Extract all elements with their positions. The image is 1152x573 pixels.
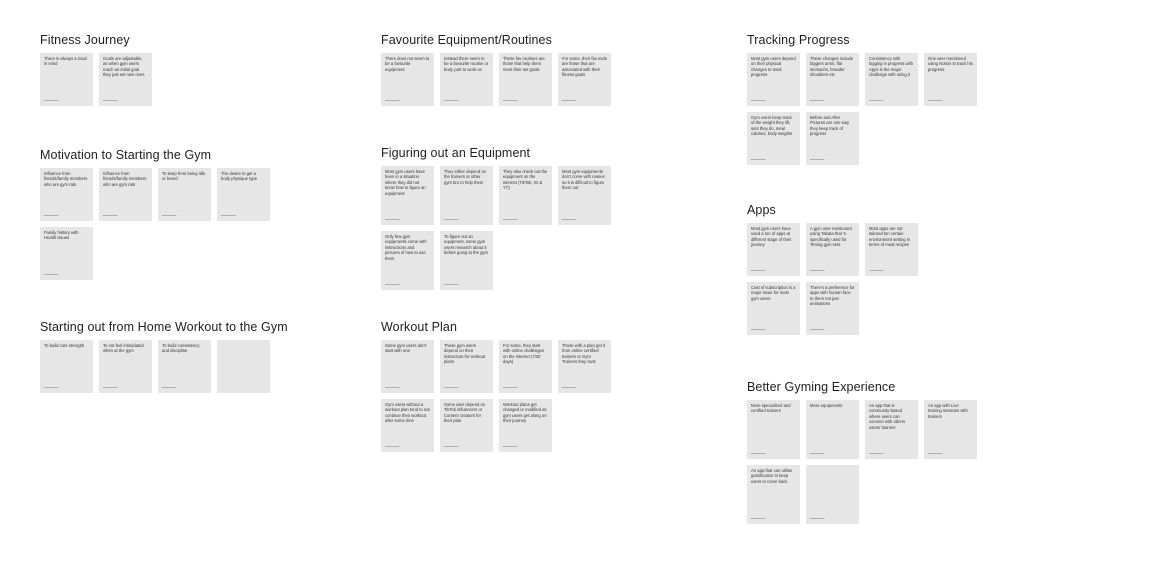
note-author: ▬▬▬▬▬▬ [751, 269, 766, 272]
note-text: There's a preference for apps with human face to them not just animations [810, 285, 855, 307]
note-text: Gym users without a workout plan tend to not continue their workout after some time [385, 402, 430, 424]
note-author: ▬▬▬▬▬▬ [810, 452, 825, 455]
sticky-note[interactable] [747, 282, 800, 335]
note-text: More equipments [810, 403, 843, 408]
note-text: To figure out an equipment, some gym users research about it before going to the gym [444, 234, 488, 256]
sticky-note[interactable] [806, 53, 859, 106]
note-author: ▬▬▬▬▬▬ [928, 452, 943, 455]
sticky-note[interactable] [806, 400, 859, 459]
note-author: ▬▬▬▬▬▬ [385, 218, 400, 221]
sticky-note[interactable] [440, 53, 493, 106]
note-text: These changes include biggers arms, flat stomachs, broader shoulders etc [810, 56, 854, 78]
section-favourite-equipment [381, 33, 611, 106]
note-author: ▬▬▬▬▬▬ [44, 99, 59, 102]
note-author: ▬▬▬▬▬▬ [503, 386, 518, 389]
section-apps [747, 203, 977, 335]
sticky-note[interactable] [499, 399, 552, 452]
note-text: The desire to get a body physique type [221, 171, 258, 182]
sticky-note[interactable] [558, 340, 611, 393]
sticky-note-group [40, 53, 270, 106]
note-text: These fav routines are those that help them meet their set goals [503, 56, 545, 72]
section-workout-plan [381, 320, 611, 452]
section-title: Apps [747, 203, 776, 217]
section-title: Tracking Progress [747, 33, 850, 47]
note-author: ▬▬▬▬▬▬ [444, 99, 459, 102]
note-text: Some user depend on TikTok influencers or Content creators for their plan [444, 402, 486, 424]
sticky-note[interactable] [440, 231, 493, 290]
note-text: Family history with Health issues [44, 230, 79, 241]
sticky-note-group [747, 223, 977, 335]
note-text: For some, their fav tools are those that are associated with their fitness goals [562, 56, 607, 78]
sticky-note[interactable] [158, 340, 211, 393]
note-text: To build core strength [44, 343, 85, 348]
sticky-note[interactable] [924, 53, 977, 106]
sticky-note[interactable] [806, 223, 859, 276]
note-author: ▬▬▬▬▬▬ [810, 328, 825, 331]
note-text: Those with a plan get it from online certified trainers or Gym Trainers they trust [562, 343, 606, 365]
sticky-note[interactable] [558, 53, 611, 106]
note-text: Gym users keep track of the weight they lift, sets they do, meal calories, body weights [751, 115, 793, 137]
section-fitness-journey [40, 33, 270, 106]
sticky-note-group [747, 400, 977, 524]
sticky-note-group [381, 53, 611, 106]
note-author: ▬▬▬▬▬▬ [444, 386, 459, 389]
sticky-note[interactable] [381, 231, 434, 290]
sticky-note[interactable] [865, 400, 918, 459]
note-text: Most gym users have been in a situation where they did not know how to figure an equipment [385, 169, 426, 196]
section-title: Figuring out an Equipment [381, 146, 531, 160]
sticky-note-group [381, 340, 611, 452]
note-text: Influence from friends/family members who are gym rats [44, 171, 88, 187]
sticky-note[interactable] [558, 166, 611, 225]
sticky-note[interactable] [499, 340, 552, 393]
note-author: ▬▬▬▬▬▬ [162, 214, 177, 217]
note-author: ▬▬▬▬▬▬ [444, 218, 459, 221]
sticky-note[interactable] [865, 223, 918, 276]
sticky-note[interactable] [40, 53, 93, 106]
note-text: More specialized and certified trainers [751, 403, 791, 414]
note-text: Most gym users have used a ton of apps at different stage of their journey [751, 226, 792, 248]
note-author: ▬▬▬▬▬▬ [385, 283, 400, 286]
note-author: ▬▬▬▬▬▬ [869, 452, 884, 455]
note-author: ▬▬▬▬▬▬ [162, 386, 177, 389]
note-text: An app with Live training sessions with trainers [928, 403, 968, 419]
sticky-note[interactable] [99, 340, 152, 393]
sticky-note[interactable] [806, 282, 859, 335]
note-text: Workout plans get changed or modified as gym users get along on their journey [503, 402, 547, 424]
note-text: Most gym equipments don't come with names so it is difficult to figure them out [562, 169, 605, 191]
note-author: ▬▬▬▬▬▬ [385, 445, 400, 448]
note-author: ▬▬▬▬▬▬ [503, 99, 518, 102]
sticky-note[interactable] [99, 168, 152, 221]
sticky-note[interactable] [806, 465, 859, 524]
sticky-note[interactable] [865, 53, 918, 106]
sticky-note[interactable] [381, 53, 434, 106]
note-author: ▬▬▬▬▬▬ [44, 386, 59, 389]
note-author: ▬▬▬▬▬▬ [810, 517, 825, 520]
sticky-note[interactable] [217, 168, 270, 221]
section-home-workout [40, 320, 288, 393]
note-text: Most gym users depend on their physical changes to track progress [751, 56, 796, 78]
note-text: An app that is community-based where users can connect with others users/ trainers [869, 403, 906, 430]
note-text: They either depend on the trainers or other gym bro to help them [444, 169, 486, 185]
note-author: ▬▬▬▬▬▬ [562, 99, 577, 102]
note-author: ▬▬▬▬▬▬ [103, 386, 118, 389]
note-author: ▬▬▬▬▬▬ [385, 99, 400, 102]
section-title: Favourite Equipment/Routines [381, 33, 552, 47]
section-title: Better Gyming Experience [747, 380, 896, 394]
note-text: Most apps are not tailored ton certain environment setting in terms of meal recipes [869, 226, 910, 248]
note-author: ▬▬▬▬▬▬ [751, 328, 766, 331]
note-text: Only few gym equipments come with instructions and pictures of how to use them [385, 234, 427, 261]
section-title: Motivation to Starting the Gym [40, 148, 212, 162]
sticky-note[interactable] [747, 465, 800, 524]
note-text: A gym user mentioned using Tabata that 's specifically used for Timing gym sets [810, 226, 852, 248]
note-author: ▬▬▬▬▬▬ [869, 269, 884, 272]
sticky-note[interactable] [99, 53, 152, 106]
note-author: ▬▬▬▬▬▬ [751, 452, 766, 455]
note-text: To keep from being idle or bored [162, 171, 206, 182]
sticky-note[interactable] [806, 112, 859, 165]
sticky-note[interactable] [747, 53, 800, 106]
note-author: ▬▬▬▬▬▬ [562, 386, 577, 389]
note-text: Before and After Pictures are one way they keep track of progress [810, 115, 850, 137]
note-text: An app that can utilise gamification to keep users to come back [751, 468, 793, 484]
note-author: ▬▬▬▬▬▬ [810, 269, 825, 272]
note-author: ▬▬▬▬▬▬ [44, 214, 59, 217]
section-motivation [40, 148, 270, 280]
note-text: For some, they start with online challenges on the internet (7/30 days) [503, 343, 544, 365]
sticky-note-group [381, 166, 611, 290]
sticky-note[interactable] [440, 399, 493, 452]
note-author: ▬▬▬▬▬▬ [444, 283, 459, 286]
sticky-note[interactable] [40, 168, 93, 221]
note-text: Goals are adjustable, as when gym users reach an initial goal they just set new ones [103, 56, 145, 78]
sticky-note[interactable] [747, 223, 800, 276]
note-author: ▬▬▬▬▬▬ [562, 218, 577, 221]
note-text: Influence from friends/family members who are gym rats [103, 171, 147, 187]
note-text: One user mentioned using Notion to track his progress [928, 56, 973, 72]
note-author: ▬▬▬▬▬▬ [44, 273, 59, 276]
sticky-note[interactable] [381, 166, 434, 225]
sticky-note[interactable] [158, 168, 211, 221]
section-title: Fitness Journey [40, 33, 130, 47]
note-text: They also check out the equipment on the internet (TikTok, IG & YT) [503, 169, 548, 191]
sticky-note-empty[interactable] [217, 340, 270, 393]
sticky-note[interactable] [747, 112, 800, 165]
sticky-note-group [40, 168, 270, 280]
sticky-note[interactable] [440, 340, 493, 393]
note-text: These gym users depend on their instructors for workout plans [444, 343, 486, 365]
sticky-note[interactable] [381, 399, 434, 452]
note-text: There does not seem to be a favourite equipment [385, 56, 430, 72]
note-text: Some gym users don't start with one [385, 343, 427, 354]
note-author: ▬▬▬▬▬▬ [751, 158, 766, 161]
section-better-gyming [747, 380, 977, 524]
sticky-note-group [747, 53, 977, 165]
note-author: ▬▬▬▬▬▬ [221, 214, 236, 217]
note-author: ▬▬▬▬▬▬ [810, 158, 825, 161]
note-text: There is always a Goal in mind [44, 56, 87, 67]
note-text: Instead there seem to be a favourite routine or body part to work on [444, 56, 489, 72]
note-author: ▬▬▬▬▬▬ [869, 99, 884, 102]
note-text: To build consistency and discipline [162, 343, 200, 354]
sticky-note[interactable] [747, 400, 800, 459]
section-tracking-progress [747, 33, 977, 165]
note-author: ▬▬▬▬▬▬ [444, 445, 459, 448]
note-text: To not feel intimidated when at the gym [103, 343, 144, 354]
note-text: Consistency with logging in progress with Apps is the major challenge with using it [869, 56, 913, 78]
sticky-note[interactable] [499, 53, 552, 106]
section-figuring-equipment [381, 146, 611, 290]
sticky-note[interactable] [40, 340, 93, 393]
note-author: ▬▬▬▬▬▬ [810, 99, 825, 102]
grid-spacer [924, 223, 977, 276]
sticky-note[interactable] [924, 400, 977, 459]
note-author: ▬▬▬▬▬▬ [103, 99, 118, 102]
note-author: ▬▬▬▬▬▬ [751, 517, 766, 520]
note-author: ▬▬▬▬▬▬ [503, 218, 518, 221]
sticky-note-group [40, 340, 288, 393]
sticky-note[interactable] [381, 340, 434, 393]
note-author: ▬▬▬▬▬▬ [385, 386, 400, 389]
note-author: ▬▬▬▬▬▬ [103, 214, 118, 217]
sticky-note[interactable] [40, 227, 93, 280]
note-author: ▬▬▬▬▬▬ [928, 99, 943, 102]
sticky-note[interactable] [499, 166, 552, 225]
sticky-note[interactable] [440, 166, 493, 225]
section-title: Workout Plan [381, 320, 458, 334]
note-text: Cost of subscription is a major issue for most gym users [751, 285, 796, 301]
note-author: ▬▬▬▬▬▬ [503, 445, 518, 448]
section-title: Starting out from Home Workout to the Gym [40, 320, 288, 334]
note-author: ▬▬▬▬▬▬ [751, 99, 766, 102]
